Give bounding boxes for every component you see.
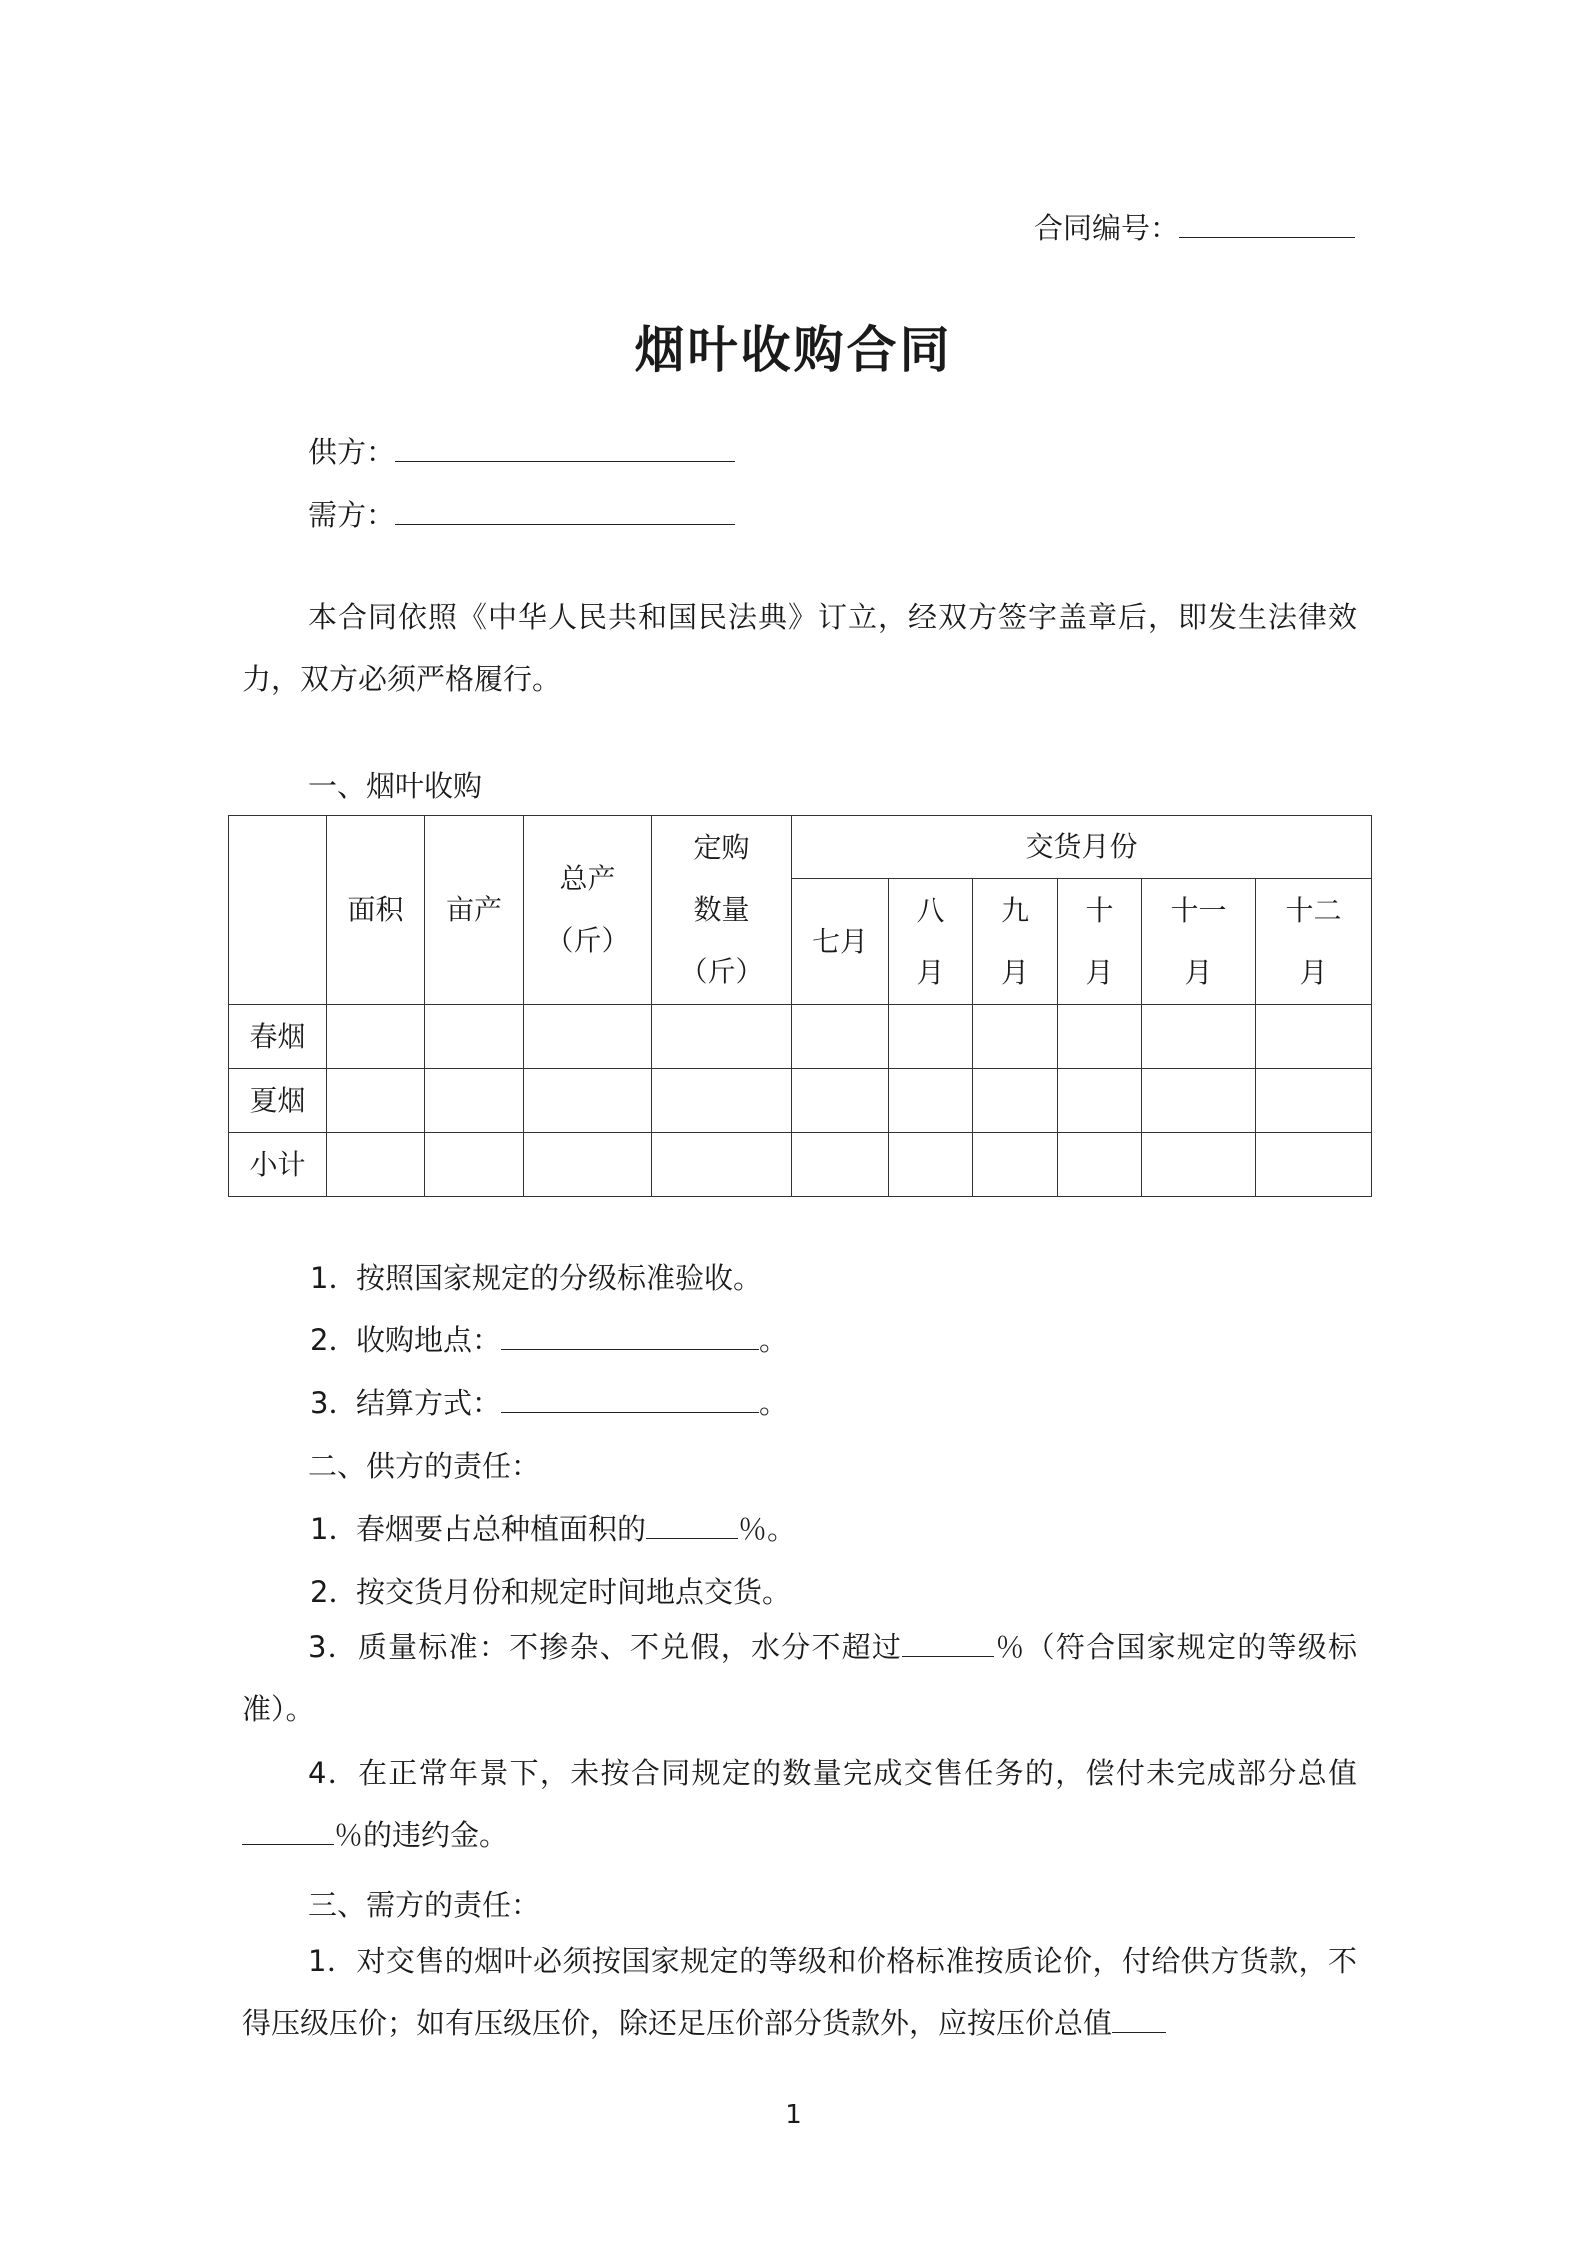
header-total-line2: （斤） [545,924,630,957]
table-row [229,1005,1372,1069]
contract-number-blank[interactable] [1179,236,1355,238]
item-text: 在正常年景下，未按合同规定的数量完成交售任务的，偿付未完成部分总值 [358,1756,1357,1790]
header-order-line3: （斤） [679,955,764,988]
item-number: 2． [310,1323,358,1357]
s2-item-3 [242,1616,1357,1740]
table-cell[interactable] [327,1069,425,1133]
item-text: 春烟要占总种植面积的 [356,1512,647,1546]
row-label-subtotal: 小计 [229,1133,327,1197]
price-penalty-blank[interactable] [1112,2031,1166,2033]
table-cell[interactable] [1142,1133,1256,1197]
header-total-output [524,816,652,1005]
header-month-8 [889,879,973,1005]
header-order-quantity [652,816,792,1005]
month-9-text-a: 九 [1000,893,1029,927]
month-8-text-a: 八 [916,893,945,927]
table-cell[interactable] [327,1005,425,1069]
item-number: 1． [310,1512,358,1546]
item-text: 收购地点： [356,1323,502,1357]
table-cell[interactable] [1256,1133,1372,1197]
item-suffix: ％。 [738,1512,797,1546]
purchase-table [228,815,1372,1197]
item-suffix: 。 [759,1386,789,1420]
table-cell[interactable] [425,1069,524,1133]
month-12-text-b: 月 [1299,955,1328,989]
table-cell[interactable] [652,1005,792,1069]
section3-heading: 三、需方的责任： [308,1888,541,1922]
month-12-text-a: 十二 [1285,893,1342,927]
table-cell[interactable] [889,1005,973,1069]
s2-item-4 [242,1742,1357,1866]
table-cell[interactable] [973,1069,1058,1133]
contract-number [1034,206,1355,247]
row-label-summer: 夏烟 [229,1069,327,1133]
table-cell[interactable] [973,1133,1058,1197]
item-suffix: ％的违约金。 [334,1818,509,1852]
table-cell[interactable] [327,1133,425,1197]
item-number: 1． [310,1261,358,1295]
table-cell[interactable] [1058,1005,1142,1069]
s1-item-1 [310,1256,762,1297]
table-cell[interactable] [524,1133,652,1197]
settlement-method-blank[interactable] [501,1411,759,1413]
table-cell[interactable] [652,1069,792,1133]
item-number: 1． [308,1944,357,1978]
header-yield: 亩产 [425,816,524,1005]
item-text: 对交售的烟叶必须按国家规定的等级和价格标准按质论价，付给供方货款，不得压级压价；如有压级压价，除还足压价部分货款外，应按压价总值 [242,1944,1357,2040]
table-cell[interactable] [1256,1069,1372,1133]
spring-area-percent-blank[interactable] [646,1537,738,1539]
item-number: 3． [308,1630,358,1664]
item-text: 按照国家规定的分级标准验收。 [356,1261,763,1295]
table-cell[interactable] [1058,1133,1142,1197]
header-month-7 [792,879,889,1005]
s1-item-3 [310,1381,788,1422]
s2-item-2 [310,1570,791,1611]
supplier-blank[interactable] [395,460,735,462]
item-suffix: ％（符合国家规定的等级标准）。 [242,1630,1357,1726]
table-row [229,1133,1372,1197]
month-10-text-b: 月 [1085,955,1114,989]
table-cell[interactable] [1142,1069,1256,1133]
header-month-12 [1256,879,1372,1005]
month-7-text: 七月 [811,924,868,958]
s2-item-1 [310,1507,796,1548]
table-cell[interactable] [973,1005,1058,1069]
supplier-label: 供方： [308,435,396,469]
penalty-percent-blank[interactable] [242,1843,334,1845]
table-cell[interactable] [1058,1069,1142,1133]
table-cell[interactable] [792,1005,889,1069]
header-order-line2: 数量 [693,893,750,926]
month-8-text-b: 月 [916,955,945,989]
month-11-text-a: 十一 [1170,893,1227,927]
table-cell[interactable] [889,1133,973,1197]
section1-heading: 一、烟叶收购 [308,769,483,803]
buyer-line [308,493,735,534]
header-area: 面积 [327,816,425,1005]
table-cell[interactable] [425,1005,524,1069]
item-text: 按交货月份和规定时间地点交货。 [356,1575,792,1609]
table-cell[interactable] [1256,1005,1372,1069]
item-number: 2． [310,1575,358,1609]
buyer-blank[interactable] [395,523,735,525]
buyer-label: 需方： [308,498,396,532]
s3-item-1 [242,1930,1357,2054]
table-cell[interactable] [889,1069,973,1133]
header-delivery-month: 交货月份 [792,816,1372,879]
table-cell[interactable] [425,1133,524,1197]
s1-item-2 [310,1318,788,1359]
page-number: 1 [785,2100,802,2130]
header-month-9 [973,879,1058,1005]
header-month-11 [1142,879,1256,1005]
table-cell[interactable] [792,1069,889,1133]
header-order-line1: 定购 [693,831,750,864]
month-11-text-b: 月 [1184,955,1213,989]
item-text: 质量标准：不掺杂、不兑假，水分不超过 [357,1630,903,1664]
contract-number-label: 合同编号： [1033,211,1179,245]
item-number: 4． [308,1756,359,1790]
item-text: 结算方式： [356,1386,502,1420]
table-cell[interactable] [792,1133,889,1197]
section2-heading: 二、供方的责任： [308,1449,541,1483]
header-month-10 [1058,879,1142,1005]
table-cell[interactable] [1142,1005,1256,1069]
row-label-spring: 春烟 [229,1005,327,1069]
table-cell[interactable] [652,1133,792,1197]
purchase-location-blank[interactable] [501,1348,759,1350]
item-number: 3． [310,1386,358,1420]
intro-paragraph: 本合同依照《中华人民共和国民法典》订立，经双方签字盖章后，即发生法律效力，双方必须严格履行。 [242,600,1357,696]
moisture-percent-blank[interactable] [902,1655,994,1657]
document-title: 烟叶收购合同 [634,321,953,379]
month-10-text-a: 十 [1085,893,1114,927]
header-total-line1: 总产 [559,862,616,895]
table-corner-cell [229,816,327,1005]
table-cell[interactable] [524,1069,652,1133]
supplier-line [308,430,735,471]
table-cell[interactable] [524,1005,652,1069]
table-row [229,1069,1372,1133]
month-9-text-b: 月 [1000,955,1029,989]
item-suffix: 。 [759,1323,789,1357]
